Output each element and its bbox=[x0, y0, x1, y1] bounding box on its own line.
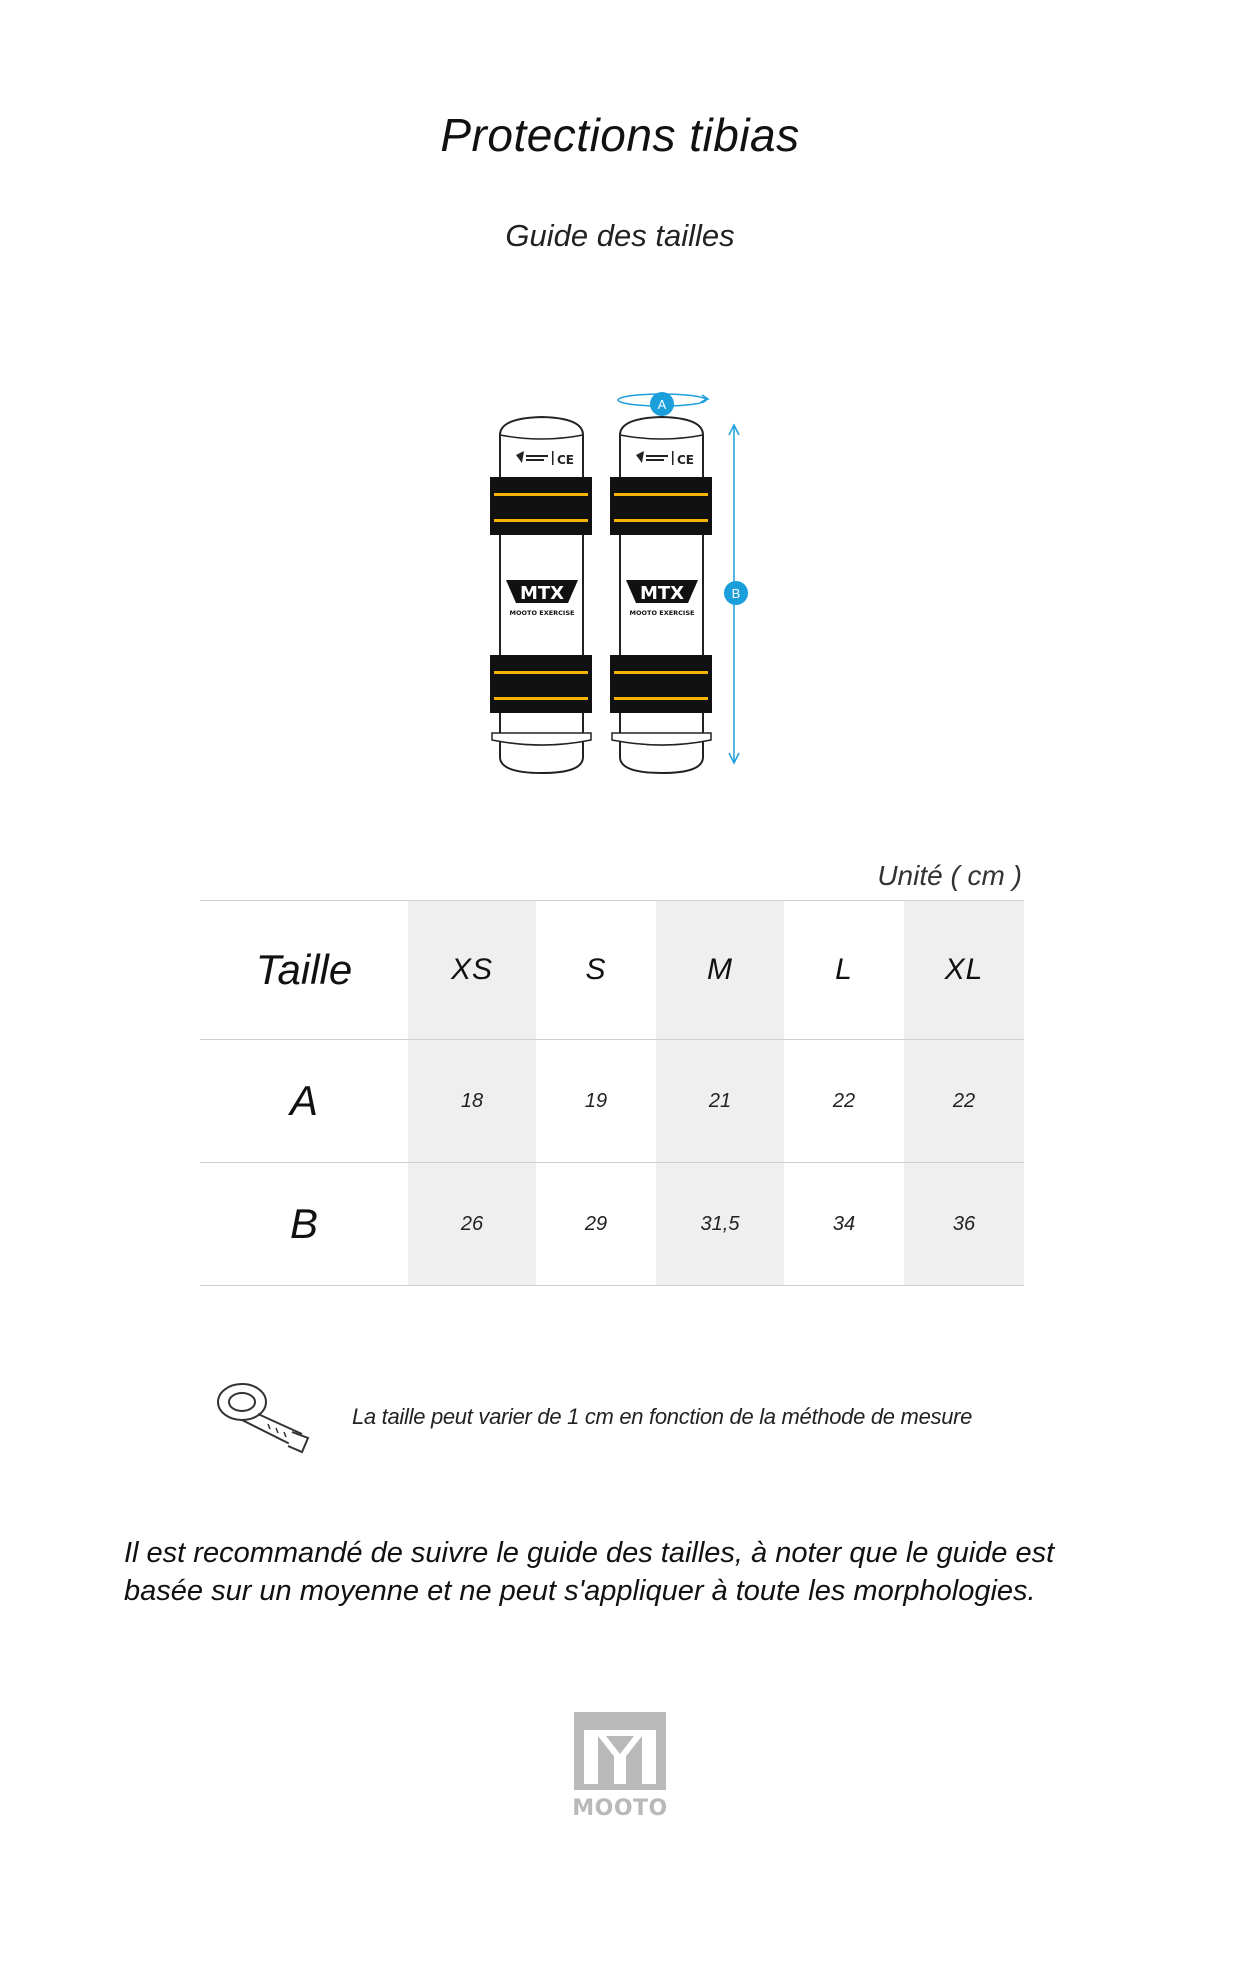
size-s: S bbox=[536, 901, 656, 1040]
measurement-note: La taille peut varier de 1 cm en fonction de la méthode de mesure bbox=[352, 1404, 973, 1429]
svg-text:B: B bbox=[731, 586, 741, 601]
row-label: A bbox=[200, 1040, 408, 1163]
svg-text:A: A bbox=[657, 397, 667, 412]
table-cell: 21 bbox=[656, 1040, 784, 1163]
measure-b-indicator bbox=[724, 425, 748, 763]
unit-label: Unité ( cm ) bbox=[877, 860, 1022, 891]
mtx-logo-icon bbox=[626, 580, 698, 617]
recommendation-line: Il est recommandé de suivre le guide des tailles, à noter que le guide est bbox=[124, 1537, 1055, 1569]
size-xl: XL bbox=[904, 901, 1024, 1040]
page-title: Protections tibias bbox=[440, 109, 800, 161]
svg-text:MTX: MTX bbox=[639, 583, 685, 604]
mooto-logo-icon bbox=[570, 1708, 670, 1798]
table-cell: 31,5 bbox=[656, 1163, 784, 1286]
table-cell: 34 bbox=[784, 1163, 904, 1286]
measuring-tape-icon bbox=[212, 1372, 312, 1458]
shin-guard-right bbox=[610, 417, 712, 773]
size-table bbox=[200, 900, 1024, 1286]
table-row bbox=[200, 1040, 1024, 1163]
mooto-logo-text: MOOTO bbox=[572, 1796, 668, 1821]
shin-guard-illustration bbox=[470, 385, 770, 775]
size-l: L bbox=[784, 901, 904, 1040]
svg-text:MTX: MTX bbox=[519, 583, 565, 604]
table-row bbox=[200, 1163, 1024, 1286]
mtx-logo-icon bbox=[506, 580, 578, 617]
table-cell: 36 bbox=[904, 1163, 1024, 1286]
table-header-row bbox=[200, 901, 1024, 1040]
table-cell: 22 bbox=[784, 1040, 904, 1163]
table-cell: 22 bbox=[904, 1040, 1024, 1163]
page-subtitle: Guide des tailles bbox=[505, 218, 735, 253]
table-cell: 29 bbox=[536, 1163, 656, 1286]
measure-a-indicator bbox=[618, 392, 708, 416]
svg-text:MOOTO EXERCISE: MOOTO EXERCISE bbox=[629, 609, 695, 617]
header-label: Taille bbox=[200, 901, 408, 1040]
table-cell: 19 bbox=[536, 1040, 656, 1163]
recommendation-text bbox=[124, 1534, 1124, 1610]
table-cell: 18 bbox=[408, 1040, 536, 1163]
mooto-logo bbox=[570, 1708, 670, 1828]
size-m: M bbox=[656, 901, 784, 1040]
shin-guard-left bbox=[490, 417, 592, 773]
table-cell: 26 bbox=[408, 1163, 536, 1286]
row-label: B bbox=[200, 1163, 408, 1286]
recommendation-line: basée sur un moyenne et ne peut s'appliquer à toute les morphologies. bbox=[124, 1575, 1036, 1607]
svg-text:CE: CE bbox=[557, 453, 575, 467]
svg-text:MOOTO EXERCISE: MOOTO EXERCISE bbox=[509, 609, 575, 617]
svg-text:CE: CE bbox=[677, 453, 695, 467]
size-xs: XS bbox=[408, 901, 536, 1040]
